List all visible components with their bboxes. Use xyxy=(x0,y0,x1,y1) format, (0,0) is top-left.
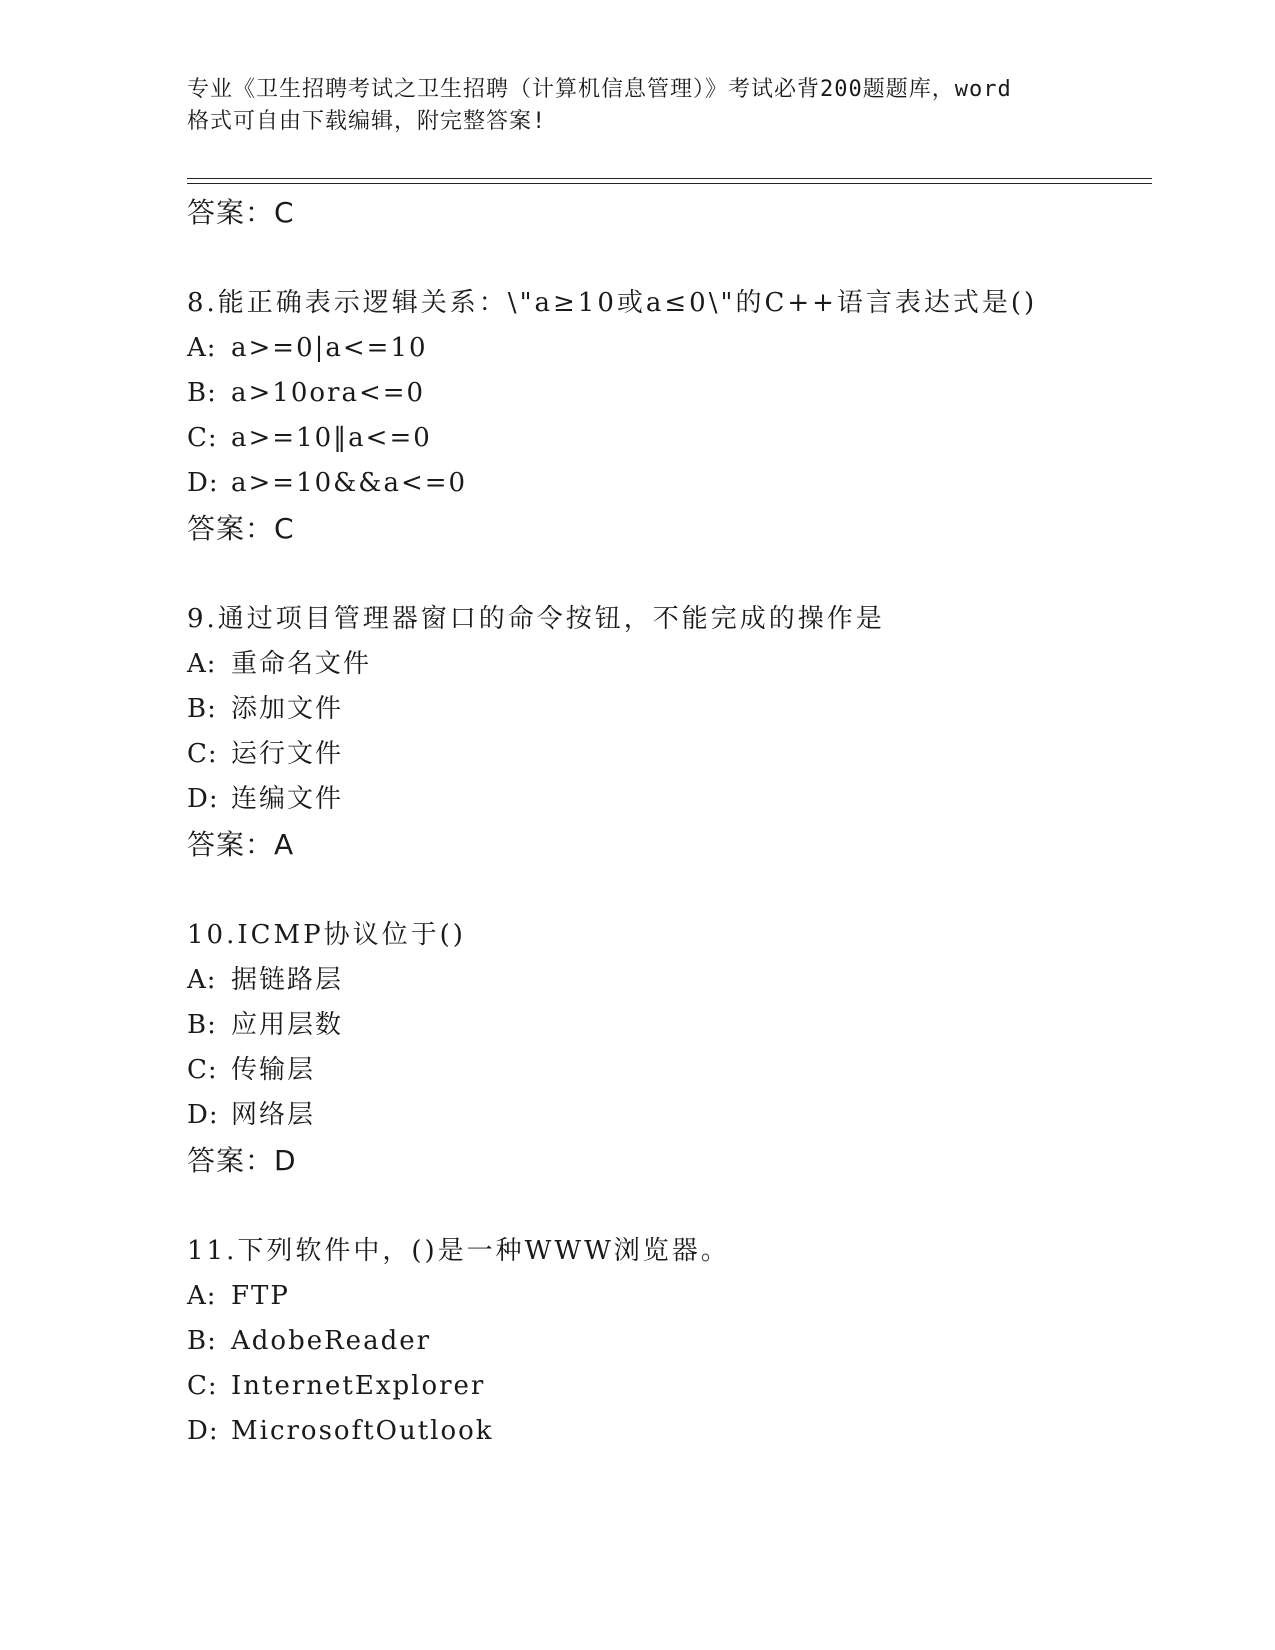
option-letter: A: xyxy=(187,333,217,363)
option-text: 应用层数 xyxy=(231,1010,344,1040)
spacer xyxy=(187,1184,1147,1228)
header-line-2: 格式可自由下载编辑，附完整答案! xyxy=(187,109,547,134)
spacer xyxy=(187,552,1147,596)
question-answer: 答案：C xyxy=(187,512,295,545)
option-letter: C: xyxy=(187,423,218,453)
option-letter: A: xyxy=(187,965,217,995)
option-text: InternetExplorer xyxy=(231,1371,486,1401)
option-letter: D: xyxy=(187,468,219,498)
option-text: a>=0|a<=10 xyxy=(231,333,428,363)
option-text: 传输层 xyxy=(231,1055,316,1085)
option-b xyxy=(187,371,1147,416)
option-d xyxy=(187,461,1147,506)
option-letter: B: xyxy=(187,378,217,408)
question-block xyxy=(187,1228,1147,1454)
question-title: 8.能正确表示逻辑关系：\"a≥10或a≤0\"的C++语言表达式是() xyxy=(187,288,1038,318)
option-letter: D: xyxy=(187,1100,219,1130)
option-letter: C: xyxy=(187,739,218,769)
option-text: MicrosoftOutlook xyxy=(231,1416,494,1446)
option-letter: D: xyxy=(187,1416,219,1446)
option-d xyxy=(187,1409,1147,1454)
header-line-1: 专业《卫生招聘考试之卫生招聘（计算机信息管理）》考试必背200题题库，word xyxy=(187,77,1012,102)
option-c xyxy=(187,1364,1147,1409)
option-letter: D: xyxy=(187,784,219,814)
question-block xyxy=(187,596,1147,868)
option-text: 重命名文件 xyxy=(231,649,372,679)
option-c xyxy=(187,416,1147,461)
option-a xyxy=(187,958,1147,1003)
option-text: 网络层 xyxy=(231,1100,316,1130)
option-text: a>10ora<=0 xyxy=(231,378,426,408)
spacer xyxy=(187,236,1147,280)
option-d xyxy=(187,777,1147,822)
question-title: 11.下列软件中，()是一种WWW浏览器。 xyxy=(187,1236,730,1266)
option-a xyxy=(187,642,1147,687)
option-c xyxy=(187,732,1147,777)
option-text: 连编文件 xyxy=(231,784,344,814)
document-header xyxy=(187,74,1087,138)
option-a xyxy=(187,326,1147,371)
option-text: AdobeReader xyxy=(231,1326,432,1356)
option-letter: B: xyxy=(187,694,217,724)
question-answer: 答案：D xyxy=(187,1144,297,1177)
option-letter: A: xyxy=(187,649,217,679)
header-divider-bottom xyxy=(187,183,1152,184)
option-d xyxy=(187,1093,1147,1138)
option-letter: B: xyxy=(187,1010,217,1040)
spacer xyxy=(187,868,1147,912)
option-letter: A: xyxy=(187,1281,217,1311)
option-text: a>=10‖a<=0 xyxy=(231,423,432,453)
header-divider-top xyxy=(187,178,1152,179)
option-letter: B: xyxy=(187,1326,217,1356)
question-answer: 答案：A xyxy=(187,828,295,861)
option-b xyxy=(187,1003,1147,1048)
option-c xyxy=(187,1048,1147,1093)
option-text: 运行文件 xyxy=(231,739,344,769)
option-letter: C: xyxy=(187,1055,218,1085)
question-title: 10.ICMP协议位于() xyxy=(187,920,466,950)
previous-answer: 答案：C xyxy=(187,196,295,229)
option-text: FTP xyxy=(231,1281,290,1311)
question-block xyxy=(187,280,1147,552)
option-letter: C: xyxy=(187,1371,218,1401)
option-text: 添加文件 xyxy=(231,694,344,724)
question-title: 9.通过项目管理器窗口的命令按钮，不能完成的操作是 xyxy=(187,604,885,634)
question-block xyxy=(187,912,1147,1184)
option-b xyxy=(187,687,1147,732)
option-text: 据链路层 xyxy=(231,965,344,995)
option-a xyxy=(187,1274,1147,1319)
option-b xyxy=(187,1319,1147,1364)
option-text: a>=10&&a<=0 xyxy=(231,468,468,498)
question-list xyxy=(187,190,1147,1454)
